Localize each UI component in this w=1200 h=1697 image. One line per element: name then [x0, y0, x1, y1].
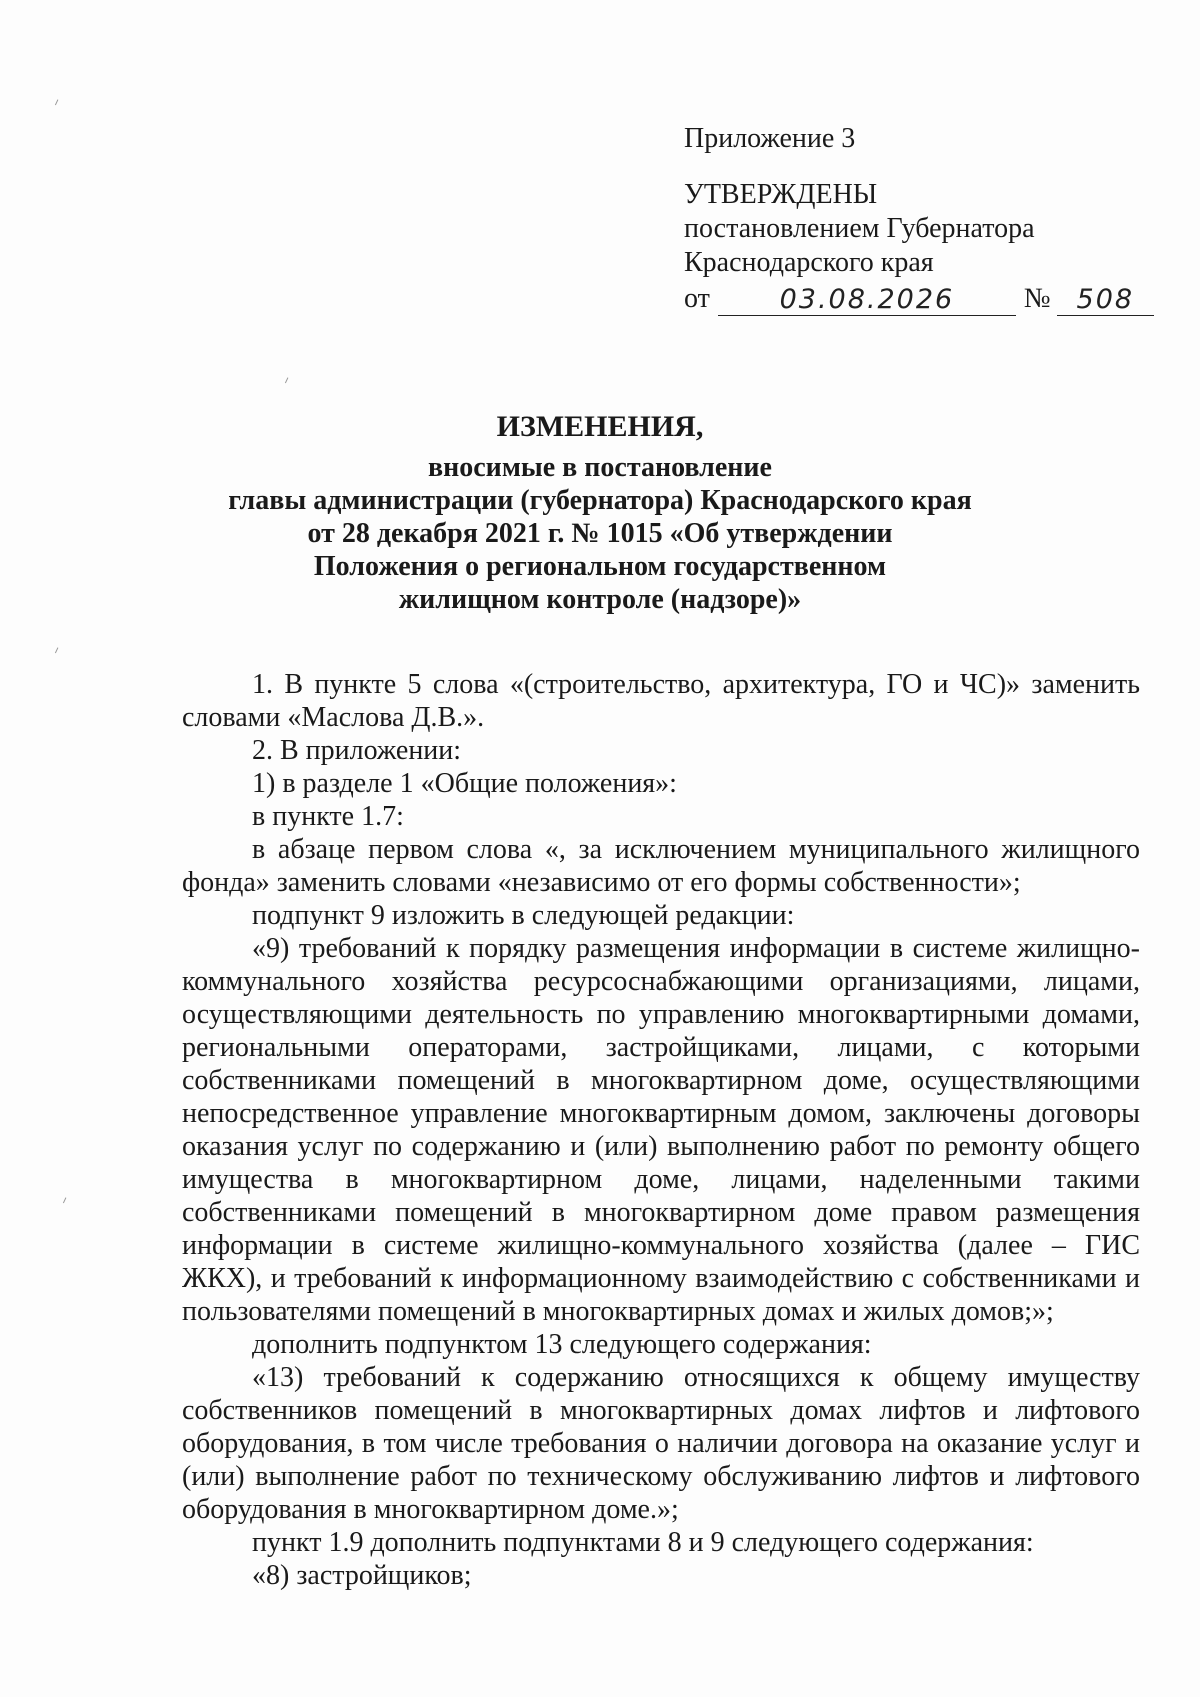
scan-speck	[55, 647, 61, 654]
appendix-label: Приложение 3	[684, 123, 856, 154]
number-prefix: №	[1023, 283, 1051, 314]
body-paragraph: 2. В приложении:	[252, 735, 462, 766]
body-paragraph: «9) требований к порядку размещения информации в системе жилищно-коммунального хозяйства ресурсоснабжающими организациями, лицами, осуществляющими деятельность по управлению многоквартирными домами, региональными операторами, застройщиками, лицами, с которыми собственниками помещений в многоквартирном доме, осуществляющими непосредственное управление многоквартирным домом, заключены договоры оказания услуг по содержанию и (или) выполнению работ по ремонту общего имущества в многоквартирном доме, лицами, наделенными такими собственниками помещений в многоквартирном доме правом размещения информации в системе жилищно-коммунального хозяйства (далее – ГИС ЖКХ), и требований к информационному взаимодействию с собственниками и пользователями помещений в многоквартирных домах и жилых домов;»;	[182, 933, 1140, 1327]
scan-speck	[285, 377, 291, 384]
body-paragraph: 1. В пункте 5 слова «(строительство, архитектура, ГО и ЧС)» заменить словами «Маслова Д.В.».	[182, 669, 1140, 733]
date-number-line	[684, 282, 1154, 316]
body-paragraph: 1) в разделе 1 «Общие положения»:	[252, 768, 677, 799]
body-paragraph: в абзаце первом слова «, за исключением муниципального жилищного фонда» заменить словами «независимо от его формы собственности»;	[182, 834, 1140, 898]
date-prefix: от	[684, 283, 710, 314]
document-body	[182, 668, 1140, 1592]
approved-label: УТВЕРЖДЕНЫ	[684, 179, 878, 210]
heading-line: от 28 декабря 2021 г. № 1015 «Об утверждении	[307, 518, 893, 549]
heading-line: главы администрации (губернатора) Краснодарского края	[228, 485, 972, 516]
approved-by-line-1: постановлением Губернатора	[684, 213, 1035, 244]
body-paragraph: «8) застройщиков;	[252, 1560, 472, 1591]
document-heading	[150, 410, 1050, 616]
heading-line: жилищном контроле (надзоре)»	[398, 584, 802, 615]
handwritten-date: 03.08.2026	[718, 285, 1016, 316]
approved-by-line-2: Краснодарского края	[684, 247, 934, 278]
body-paragraph: пункт 1.9 дополнить подпунктами 8 и 9 следующего содержания:	[252, 1527, 1034, 1558]
body-paragraph: «13) требований к содержанию относящихся к общему имуществу собственников помещений в многоквартирных домах лифтов и лифтового оборудования, в том числе требования о наличии договора на оказание услуг и (или) выполнение работ по техническому обслуживанию лифтов и лифтового оборудования в многоквартирном доме.»;	[182, 1362, 1140, 1525]
scan-speck	[55, 99, 61, 106]
approval-block	[684, 122, 1154, 316]
handwritten-number: 508	[1057, 285, 1154, 316]
heading-line: Положения о региональном государственном	[313, 551, 887, 582]
body-paragraph: дополнить подпунктом 13 следующего содержания:	[252, 1329, 872, 1360]
scan-speck	[63, 1197, 69, 1204]
heading-title: ИЗМЕНЕНИЯ,	[496, 410, 704, 443]
heading-line: вносимые в постановление	[428, 452, 772, 483]
body-paragraph: подпункт 9 изложить в следующей редакции:	[252, 900, 795, 931]
body-paragraph: в пункте 1.7:	[252, 801, 404, 832]
